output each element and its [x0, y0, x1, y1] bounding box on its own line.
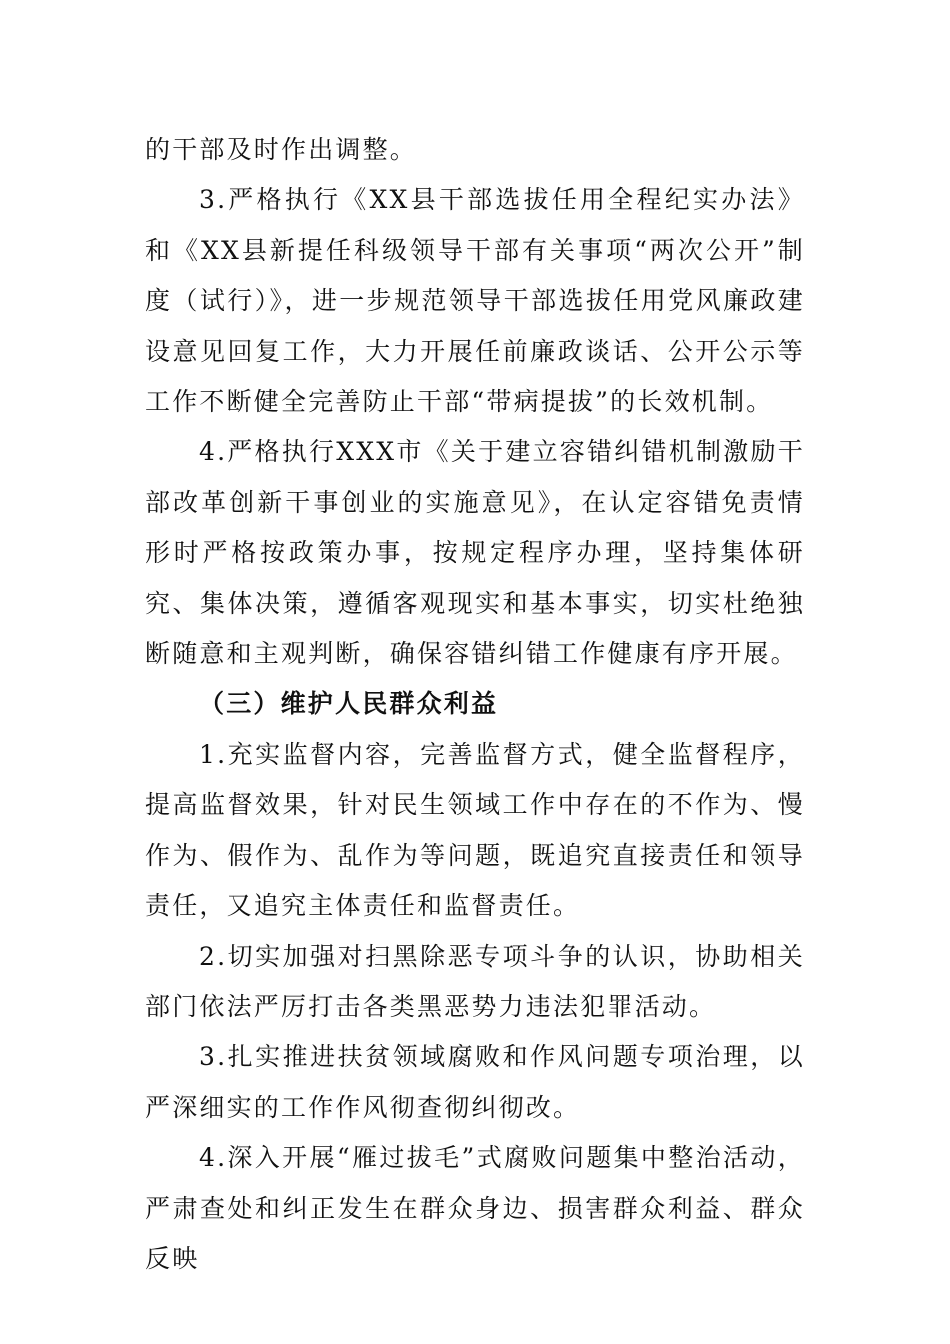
paragraph-item-1: 1.充实监督内容，完善监督方式，健全监督程序，提高监督效果，针对民生领域工作中存在的不作为、慢作为、假作为、乱作为等问题，既追究直接责任和领导责任，又追究主体责任和监督责任。: [145, 739, 805, 921]
paragraph-item-3: 3.严格执行《XX县干部选拔任用全程纪实办法》和《XX县新提任科级领导干部有关事项“两次公开”制度（试行）》，进一步规范领导干部选拔任用党风廉政建设意见回复工作，大力开展任前廉政谈话、公开公示等工作不断健全完善防止干部“带病提拔”的长效机制。: [145, 185, 805, 417]
paragraph-item-4b: 4.深入开展“雁过拔毛”式腐败问题集中整治活动，严肃查处和纠正发生在群众身边、损害群众利益、群众反映: [145, 1143, 805, 1273]
paragraph-continuation: 的干部及时作出调整。: [145, 135, 418, 164]
paragraph-item-3b: 3.扎实推进扶贫领域腐败和作风问题专项治理，以严深细实的工作作风彻查彻纠彻改。: [145, 1042, 805, 1122]
document-body: [145, 125, 805, 1284]
paragraph-item-2: 2.切实加强对扫黑除恶专项斗争的认识，协助相关部门依法严厉打击各类黑恶势力违法犯罪活动。: [145, 941, 805, 1021]
section-heading: （三）维护人民群众利益: [199, 689, 499, 719]
paragraph-item-4: 4.严格执行XXX市《关于建立容错纠错机制激励干部改革创新干事创业的实施意见》，在认定容错免责情形时严格按政策办事，按规定程序办理，坚持集体研究、集体决策，遵循客观现实和基本事实，切实杜绝独断随意和主观判断，确保容错纠错工作健康有序开展。: [145, 437, 805, 669]
